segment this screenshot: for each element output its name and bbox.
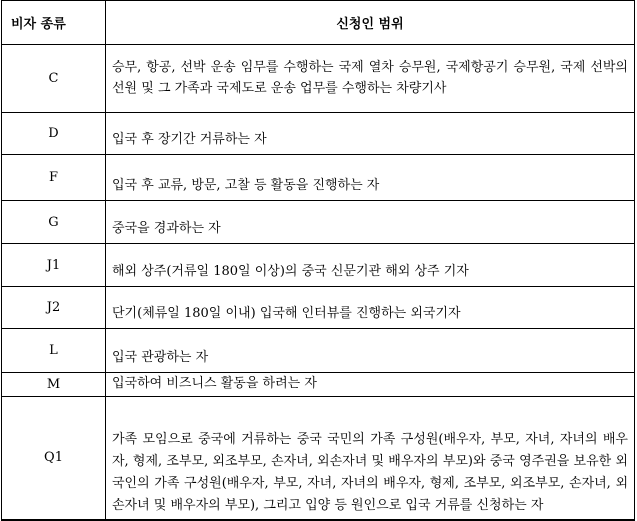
header-visa-type: 비자 종류: [2, 1, 106, 45]
table-row: [2, 45, 635, 113]
visa-code: J2: [2, 287, 106, 329]
visa-type-table: [1, 0, 635, 521]
table-row: [2, 113, 635, 155]
table-row: [2, 201, 635, 244]
visa-description: 단기(체류일 180일 이내) 입국해 인터뷰를 진행하는 외국기자: [106, 287, 635, 329]
table-row: [2, 329, 635, 373]
visa-code: F: [2, 155, 106, 201]
visa-description: 입국 후 장기간 거류하는 자: [106, 113, 635, 155]
visa-description: 입국하여 비즈니스 활동을 하려는 자: [106, 373, 635, 397]
visa-code: J1: [2, 244, 106, 287]
header-applicant-scope: 신청인 범위: [106, 1, 635, 45]
visa-code: L: [2, 329, 106, 373]
visa-code: D: [2, 113, 106, 155]
visa-description: 중국을 경과하는 자: [106, 201, 635, 244]
visa-description: 가족 모임으로 중국에 거류하는 중국 국민의 가족 구성원(배우자, 부모, 자녀, 자녀의 배우자, 형제, 조부모, 외조부모, 손자녀, 외손자녀 및 배우자의 부모)와 중국 영주권을 보유한 외국인의 가족 구성원(배우자, 부모, 자녀, 자녀의 배우자, 형제, 조부모, 외조부모, 손자녀, 외손자녀 및 배우자의 부모), 그리고 입양 등 원인으로 입국 거류를 신청하는 자: [106, 397, 635, 520]
visa-description: 승무, 항공, 선박 운송 임무를 수행하는 국제 열차 승무원, 국제항공기 승무원, 국제 선박의 선원 및 그 가족과 국제도로 운송 업무를 수행하는 차량기사: [106, 45, 635, 113]
visa-description: 입국 관광하는 자: [106, 329, 635, 373]
table-row: [2, 397, 635, 520]
visa-code: G: [2, 201, 106, 244]
table-header-row: [2, 1, 635, 45]
table-row: [2, 287, 635, 329]
visa-code: C: [2, 45, 106, 113]
table-row: [2, 244, 635, 287]
visa-description: 해외 상주(거류일 180일 이상)의 중국 신문기관 해외 상주 기자: [106, 244, 635, 287]
visa-code: M: [2, 373, 106, 397]
table-row: [2, 373, 635, 397]
visa-code: Q1: [2, 397, 106, 520]
table-row: [2, 155, 635, 201]
visa-description: 입국 후 교류, 방문, 고찰 등 활동을 진행하는 자: [106, 155, 635, 201]
